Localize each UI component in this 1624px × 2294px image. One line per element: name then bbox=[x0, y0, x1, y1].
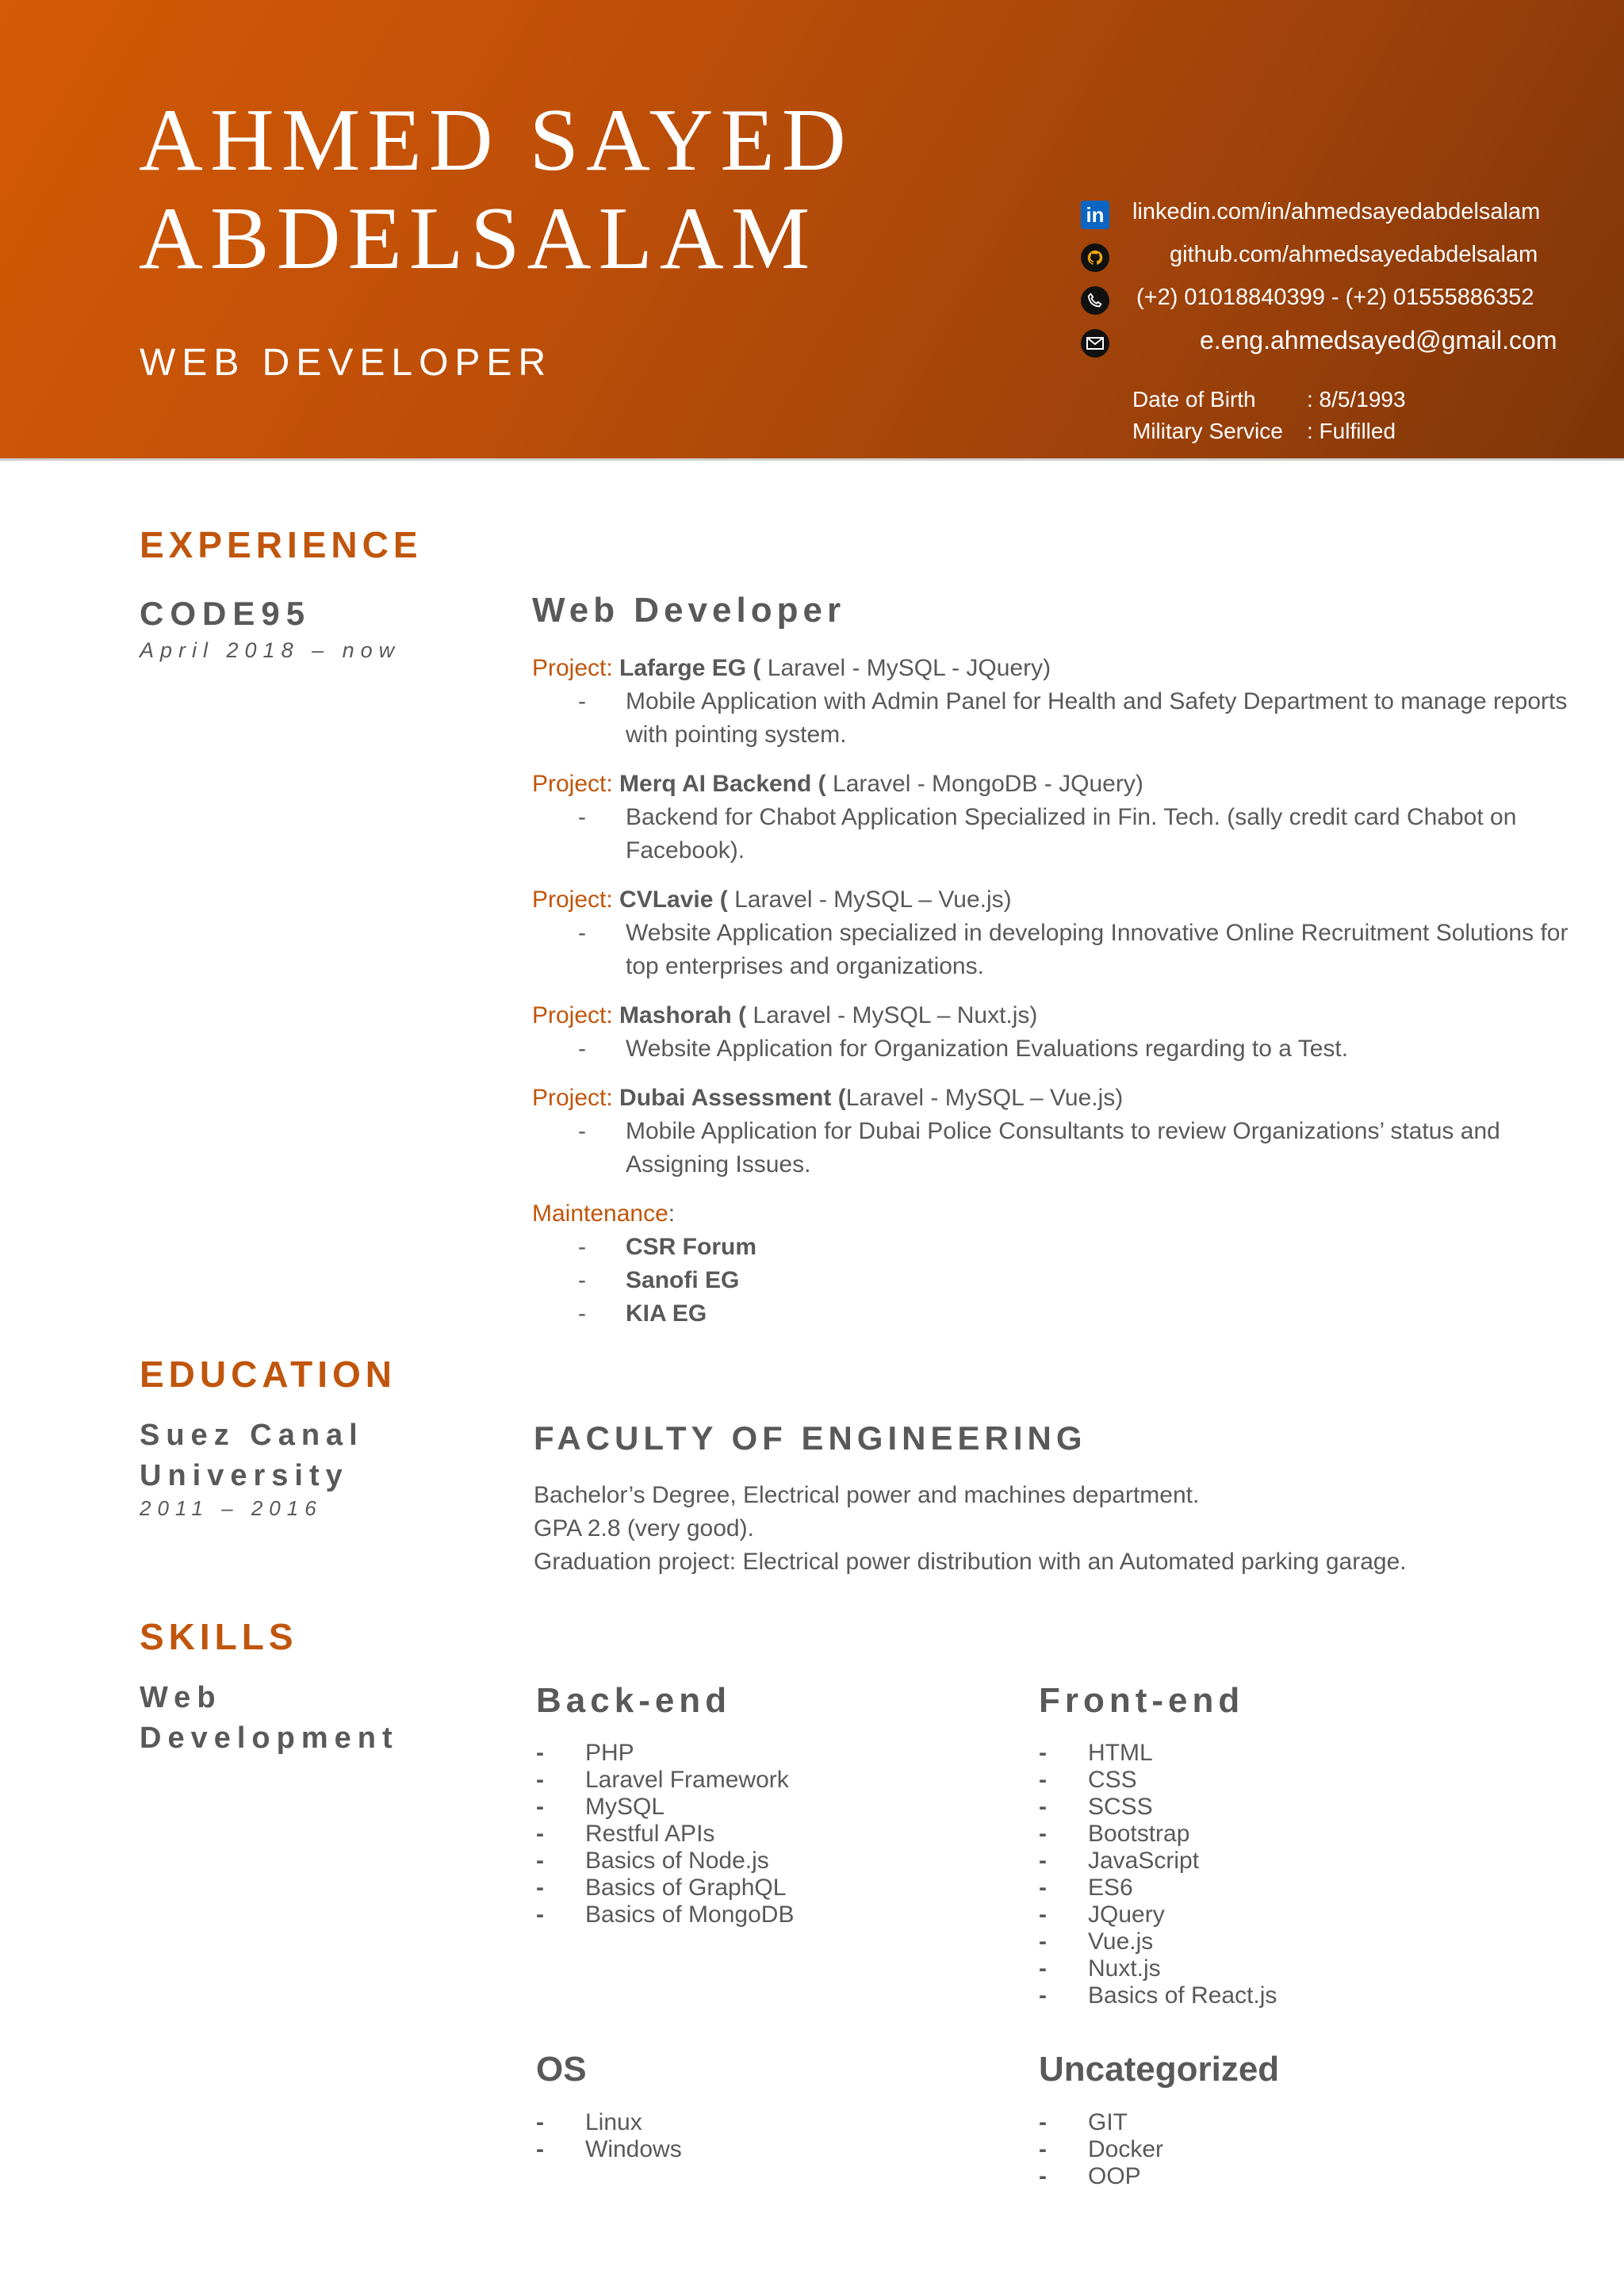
skill-label: JavaScript bbox=[1088, 1848, 1200, 1874]
maintenance-project: KIA EG bbox=[626, 1300, 707, 1327]
project-tech: Laravel - MySQL – Vue.js) bbox=[727, 887, 1012, 913]
contact-linkedin[interactable] bbox=[1078, 194, 1594, 237]
experience-heading: EXPERIENCE bbox=[140, 524, 423, 565]
maintenance-project: CSR Forum bbox=[626, 1234, 756, 1260]
header-divider bbox=[0, 458, 1624, 461]
education-heading: EDUCATION bbox=[140, 1354, 397, 1395]
email-link[interactable]: e.eng.ahmedsayed@gmail.com bbox=[1200, 326, 1557, 354]
project-description: Mobile Application with Admin Panel for Health and Safety Department to manage reports with pointing system. bbox=[626, 688, 1568, 748]
candidate-name bbox=[139, 91, 853, 288]
skills-heading: SKILLS bbox=[140, 1616, 298, 1657]
personal-value: : 8/5/1993 bbox=[1307, 387, 1406, 412]
skill-item: - Laravel Framework bbox=[536, 1767, 789, 1793]
project-tech: Laravel - MySQL – Nuxt.js) bbox=[746, 1002, 1038, 1028]
project-lead: Project: bbox=[532, 771, 620, 797]
project-item bbox=[532, 768, 1579, 867]
skill-item: - Docker bbox=[1039, 2136, 1164, 2162]
skill-item: - GIT bbox=[1039, 2109, 1128, 2135]
header-banner bbox=[0, 0, 1624, 458]
project-list bbox=[532, 652, 1579, 1346]
skill-label: Restful APIs bbox=[585, 1821, 715, 1847]
skill-label: SCSS bbox=[1088, 1794, 1153, 1820]
skills-category-line-1: Web bbox=[140, 1681, 222, 1714]
skill-item: - OOP bbox=[1039, 2163, 1141, 2189]
phone-icon bbox=[1081, 286, 1109, 315]
project-bullet: - Mobile Application for Dubai Police Consultants to review Organizations’ status and Assigning Issues. bbox=[532, 1115, 1579, 1181]
personal-row bbox=[1132, 416, 1406, 447]
github-link[interactable]: github.com/ahmedsayedabdelsalam bbox=[1170, 242, 1538, 267]
company-name: CODE95 bbox=[140, 595, 312, 632]
maintenance-item: - Sanofi EG bbox=[532, 1264, 1579, 1297]
education-line: Graduation project: Electrical power distribution with an Automated parking garage. bbox=[534, 1549, 1407, 1575]
skill-item: - Basics of React.js bbox=[1039, 1982, 1277, 2009]
project-item bbox=[532, 999, 1579, 1066]
personal-label: Date of Birth bbox=[1132, 387, 1256, 412]
contact-github[interactable] bbox=[1078, 237, 1594, 280]
project-lead: Project: bbox=[532, 1002, 620, 1028]
project-description: Website Application for Organization Evaluations regarding to a Test. bbox=[626, 1036, 1349, 1062]
project-bullet: - Backend for Chabot Application Specialized in Fin. Tech. (sally credit card Chabot on Facebook). bbox=[532, 801, 1579, 867]
skill-item: - Basics of Node.js bbox=[536, 1848, 769, 1874]
skill-label: CSS bbox=[1088, 1767, 1137, 1793]
skill-label: OOP bbox=[1088, 2163, 1141, 2189]
skill-item: - SCSS bbox=[1039, 1794, 1153, 1820]
frontend-heading: Front-end bbox=[1039, 1681, 1245, 1720]
project-bullet: - Website Application specialized in developing Innovative Online Recruitment Solutions for top enterprises and organizations. bbox=[532, 917, 1579, 983]
skill-label: Docker bbox=[1088, 2136, 1164, 2162]
maintenance-colon: : bbox=[668, 1201, 676, 1227]
school-name-line-2: University bbox=[140, 1459, 349, 1492]
project-tech: Laravel - MySQL - JQuery) bbox=[760, 655, 1051, 681]
skill-label: JQuery bbox=[1088, 1901, 1165, 1928]
education-line: Bachelor’s Degree, Electrical power and machines department. bbox=[534, 1482, 1200, 1508]
skill-label: Bootstrap bbox=[1088, 1821, 1190, 1847]
project-item bbox=[532, 652, 1579, 752]
name-line-2: ABDELSALAM bbox=[139, 190, 818, 288]
project-lead: Project: bbox=[532, 887, 620, 913]
experience-period: April 2018 – now bbox=[140, 638, 401, 662]
project-item bbox=[532, 883, 1579, 983]
project-bullet: - Website Application for Organization Evaluations regarding to a Test. bbox=[532, 1032, 1579, 1066]
skill-item: - Basics of MongoDB bbox=[536, 1901, 795, 1928]
project-tech: Laravel - MongoDB - JQuery) bbox=[825, 771, 1143, 797]
education-details bbox=[534, 1479, 1407, 1579]
phone-numbers[interactable]: (+2) 01018840399 - (+2) 01555886352 bbox=[1136, 285, 1534, 310]
skill-item: - Bootstrap bbox=[1039, 1821, 1190, 1847]
skill-item: - ES6 bbox=[1039, 1875, 1133, 1901]
education-line: GPA 2.8 (very good). bbox=[534, 1515, 754, 1541]
skill-item: - JQuery bbox=[1039, 1901, 1165, 1928]
frontend-list bbox=[1039, 1740, 1277, 2009]
os-heading: OS bbox=[536, 2050, 587, 2089]
skill-item: - JavaScript bbox=[1039, 1848, 1200, 1874]
project-name: Dubai Assessment ( bbox=[619, 1085, 846, 1111]
project-item bbox=[532, 1082, 1579, 1181]
job-role: WEB DEVELOPER bbox=[140, 342, 553, 384]
email-icon bbox=[1081, 329, 1109, 358]
contact-phone[interactable] bbox=[1078, 280, 1594, 323]
project-name: Merq AI Backend ( bbox=[619, 771, 826, 797]
skill-label: Basics of MongoDB bbox=[585, 1901, 795, 1928]
skill-label: PHP bbox=[585, 1740, 634, 1766]
github-icon bbox=[1081, 243, 1109, 272]
skill-label: ES6 bbox=[1088, 1875, 1133, 1901]
skill-label: Laravel Framework bbox=[585, 1767, 789, 1793]
skill-label: MySQL bbox=[585, 1794, 665, 1820]
backend-heading: Back-end bbox=[536, 1681, 732, 1720]
job-title: Web Developer bbox=[532, 591, 846, 630]
skill-item: - Restful APIs bbox=[536, 1821, 715, 1847]
project-bullet: - Mobile Application with Admin Panel for Health and Safety Department to manage reports with pointing system. bbox=[532, 685, 1579, 752]
skill-item: - CSS bbox=[1039, 1767, 1137, 1793]
project-lead: Project: bbox=[532, 1085, 620, 1111]
uncategorized-list bbox=[1039, 2109, 1163, 2190]
skill-item: - Basics of GraphQL bbox=[536, 1875, 787, 1901]
skill-label: Windows bbox=[585, 2136, 682, 2162]
skill-item: - Linux bbox=[536, 2109, 642, 2135]
backend-list bbox=[536, 1740, 794, 1928]
personal-value: : Fulfilled bbox=[1307, 419, 1396, 443]
project-description: Website Application specialized in developing Innovative Online Recruitment Solutions for top enterprises and organizations. bbox=[626, 920, 1568, 979]
name-line-1: AHMED SAYED bbox=[139, 91, 853, 190]
skill-label: Vue.js bbox=[1088, 1928, 1154, 1955]
skills-category-line-2: Development bbox=[140, 1721, 399, 1755]
project-description: Mobile Application for Dubai Police Consultants to review Organizations’ status and Assigning Issues. bbox=[626, 1118, 1500, 1178]
project-description: Backend for Chabot Application Specialized in Fin. Tech. (sally credit card Chabot on Facebook). bbox=[626, 804, 1517, 864]
maintenance-block bbox=[532, 1197, 1579, 1331]
school-name-line-1: Suez Canal bbox=[140, 1419, 364, 1452]
project-name: Mashorah ( bbox=[619, 1002, 747, 1028]
skill-item: - Windows bbox=[536, 2136, 682, 2162]
linkedin-link[interactable]: linkedin.com/in/ahmedsayedabdelsalam bbox=[1132, 199, 1541, 224]
faculty-title: FACULTY OF ENGINEERING bbox=[534, 1419, 1087, 1457]
skill-label: HTML bbox=[1088, 1740, 1153, 1766]
skill-item: - Nuxt.js bbox=[1039, 1955, 1161, 1982]
skill-label: Linux bbox=[585, 2109, 642, 2135]
maintenance-item: - CSR Forum bbox=[532, 1231, 1579, 1264]
maintenance-project: Sanofi EG bbox=[626, 1267, 740, 1293]
skill-label: GIT bbox=[1088, 2109, 1128, 2135]
skill-item: - PHP bbox=[536, 1740, 634, 1766]
skill-label: Basics of Node.js bbox=[585, 1848, 769, 1874]
contact-list bbox=[1078, 194, 1594, 366]
skill-label: Nuxt.js bbox=[1088, 1955, 1161, 1982]
project-lead: Project: bbox=[532, 655, 620, 681]
maintenance-item: - KIA EG bbox=[532, 1297, 1579, 1331]
project-name: Lafarge EG ( bbox=[619, 655, 761, 681]
skill-item: - Vue.js bbox=[1039, 1928, 1154, 1955]
skill-item: - MySQL bbox=[536, 1794, 665, 1820]
project-name: CVLavie ( bbox=[619, 887, 728, 913]
skill-label: Basics of React.js bbox=[1088, 1982, 1277, 2009]
linkedin-icon: in bbox=[1081, 201, 1109, 229]
os-list bbox=[536, 2109, 682, 2163]
project-tech: Laravel - MySQL – Vue.js) bbox=[845, 1085, 1124, 1111]
contact-email[interactable] bbox=[1078, 323, 1594, 366]
personal-label: Military Service bbox=[1132, 419, 1283, 443]
skill-item: - HTML bbox=[1039, 1740, 1153, 1766]
personal-info bbox=[1132, 384, 1406, 447]
education-period: 2011 – 2016 bbox=[140, 1496, 323, 1520]
personal-row bbox=[1132, 384, 1406, 416]
maintenance-label: Maintenance bbox=[532, 1201, 668, 1227]
skill-label: Basics of GraphQL bbox=[585, 1875, 787, 1901]
uncategorized-heading: Uncategorized bbox=[1039, 2050, 1280, 2089]
